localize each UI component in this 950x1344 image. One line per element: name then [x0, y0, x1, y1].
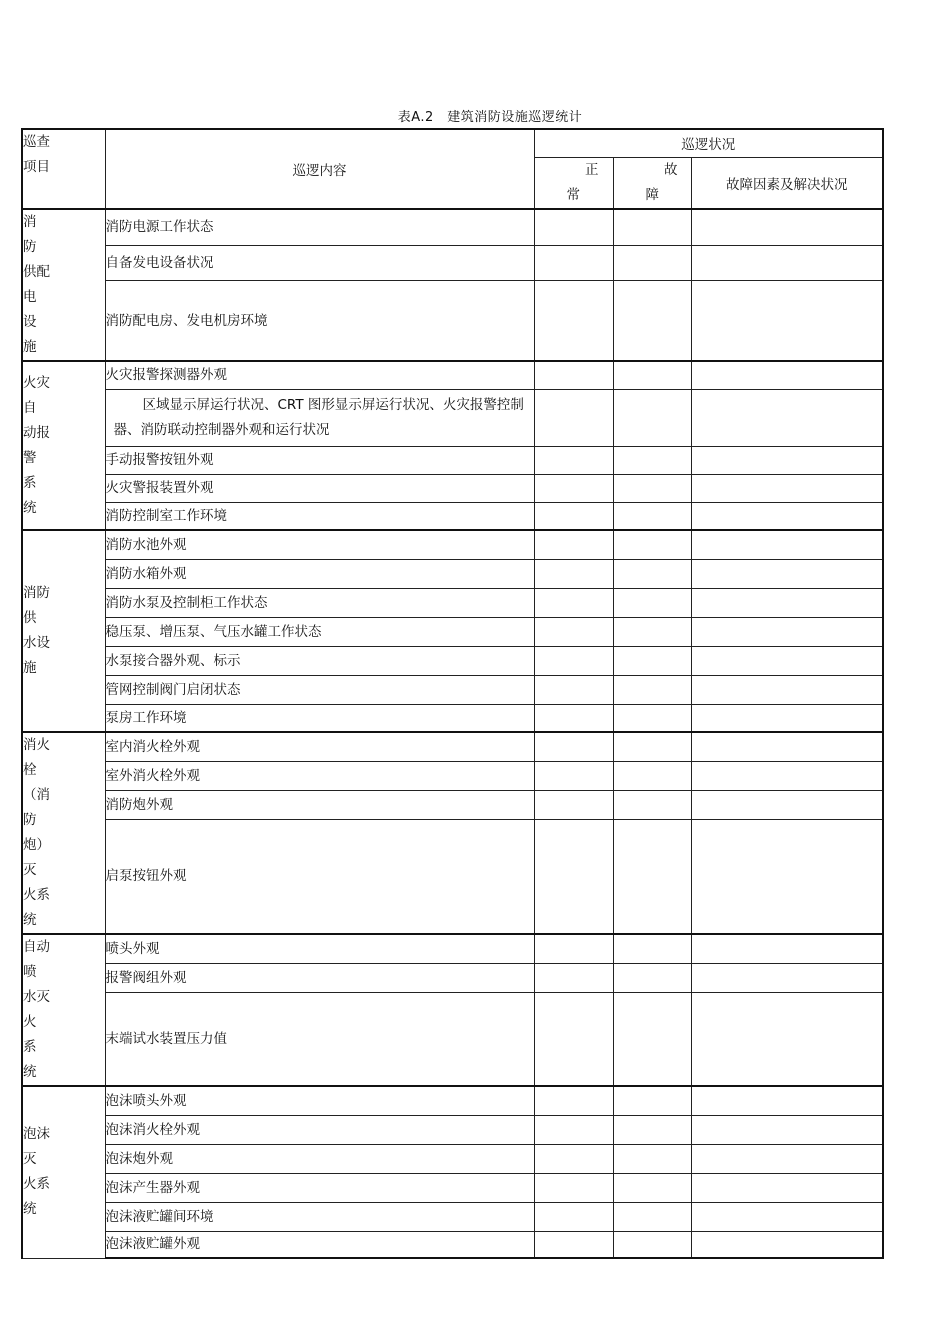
normal-check-cell[interactable] [534, 530, 613, 559]
system-name-cell: 消防 供 水设 施 [22, 530, 105, 732]
fault-check-cell[interactable] [613, 819, 691, 934]
normal-check-cell[interactable] [534, 646, 613, 675]
normal-check-cell[interactable] [534, 281, 613, 361]
table-row [22, 474, 883, 502]
system-name-cell: 火灾 自 动报 警 系 统 [22, 361, 105, 530]
table-row [22, 389, 883, 446]
normal-check-cell[interactable] [534, 790, 613, 819]
normal-check-cell[interactable] [534, 245, 613, 280]
fault-check-cell[interactable] [613, 446, 691, 474]
inspection-content-cell: 泡沫液贮罐外观 [105, 1231, 534, 1258]
normal-check-cell[interactable] [534, 1086, 613, 1115]
normal-check-cell[interactable] [534, 502, 613, 530]
table-row [22, 646, 883, 675]
inspection-content-cell: 泡沫炮外观 [105, 1144, 534, 1173]
fault-check-cell[interactable] [613, 704, 691, 732]
header-fault-cause: 故障因素及解决状况 [691, 157, 883, 209]
header-normal-line1: 正 [585, 161, 599, 178]
inspection-content-cell: 消防控制室工作环境 [105, 502, 534, 530]
header-normal-line2: 常 [566, 186, 580, 203]
fault-cause-cell[interactable] [691, 588, 883, 617]
inspection-content-cell: 室外消火栓外观 [105, 761, 534, 790]
fault-check-cell[interactable] [613, 1231, 691, 1258]
table-row [22, 209, 883, 245]
fault-cause-cell[interactable] [691, 245, 883, 280]
system-name-cell: 自动 喷 水灭 火 系 统 [22, 934, 105, 1086]
system-name-cell: 消火 栓 （消 防 炮） 灭 火系 统 [22, 732, 105, 934]
fault-cause-cell[interactable] [691, 389, 883, 446]
inspection-content-cell: 水泵接合器外观、标示 [105, 646, 534, 675]
table-row [22, 1202, 883, 1231]
inspection-content-cell: 泡沫液贮罐间环境 [105, 1202, 534, 1231]
table-row [22, 704, 883, 732]
table-row [22, 761, 883, 790]
table-row [22, 934, 883, 963]
normal-check-cell[interactable] [534, 474, 613, 502]
normal-check-cell[interactable] [534, 209, 613, 245]
normal-check-cell[interactable] [534, 704, 613, 732]
normal-check-cell[interactable] [534, 963, 613, 992]
fault-check-cell[interactable] [613, 646, 691, 675]
table-row [22, 446, 883, 474]
normal-check-cell[interactable] [534, 617, 613, 646]
fault-check-cell[interactable] [613, 209, 691, 245]
table-row [22, 245, 883, 280]
fault-cause-cell[interactable] [691, 617, 883, 646]
header-normal [534, 157, 613, 209]
table-row [22, 675, 883, 704]
table-row [22, 502, 883, 530]
normal-check-cell[interactable] [534, 761, 613, 790]
fault-cause-cell[interactable] [691, 963, 883, 992]
fault-cause-cell[interactable] [691, 646, 883, 675]
fault-check-cell[interactable] [613, 1173, 691, 1202]
inspection-content-cell: 消防水泵及控制柜工作状态 [105, 588, 534, 617]
fault-cause-cell[interactable] [691, 502, 883, 530]
inspection-content-cell: 消防水池外观 [105, 530, 534, 559]
inspection-content-cell: 消防水箱外观 [105, 559, 534, 588]
fault-check-cell[interactable] [613, 1086, 691, 1115]
table-row [22, 530, 883, 559]
inspection-content-cell: 泡沫产生器外观 [105, 1173, 534, 1202]
normal-check-cell[interactable] [534, 934, 613, 963]
inspection-content-cell: 消防电源工作状态 [105, 209, 534, 245]
fault-check-cell[interactable] [613, 617, 691, 646]
fault-cause-cell[interactable] [691, 1202, 883, 1231]
table-row [22, 963, 883, 992]
inspection-content-cell: 末端试水装置压力值 [105, 992, 534, 1086]
normal-check-cell[interactable] [534, 675, 613, 704]
inspection-content-cell: 区域显示屏运行状况、CRT 图形显示屏运行状况、火灾报警控制器、消防联动控制器外观和运行状况 [105, 389, 534, 446]
fault-cause-cell[interactable] [691, 732, 883, 761]
normal-check-cell[interactable] [534, 992, 613, 1086]
table-row [22, 1144, 883, 1173]
fault-check-cell[interactable] [613, 281, 691, 361]
inspection-content-cell: 启泵按钮外观 [105, 819, 534, 934]
inspection-table [21, 128, 884, 1259]
header-inspection-content: 巡逻内容 [105, 129, 534, 209]
inspection-content-cell: 自备发电设备状况 [105, 245, 534, 280]
fault-check-cell[interactable] [613, 963, 691, 992]
header-inspection-item: 巡查 项目 [22, 129, 105, 209]
header-fault-line1: 故 [664, 161, 678, 178]
fault-cause-cell[interactable] [691, 559, 883, 588]
inspection-content-cell: 泡沫消火栓外观 [105, 1115, 534, 1144]
header-fault [613, 157, 691, 209]
normal-check-cell[interactable] [534, 1231, 613, 1258]
fault-cause-cell[interactable] [691, 209, 883, 245]
normal-check-cell[interactable] [534, 389, 613, 446]
fault-check-cell[interactable] [613, 361, 691, 389]
fault-check-cell[interactable] [613, 1144, 691, 1173]
normal-check-cell[interactable] [534, 1144, 613, 1173]
table-row [22, 732, 883, 761]
header-inspection-status: 巡逻状况 [534, 129, 883, 157]
fault-check-cell[interactable] [613, 790, 691, 819]
table-row [22, 1115, 883, 1144]
normal-check-cell[interactable] [534, 1115, 613, 1144]
fault-cause-cell[interactable] [691, 1173, 883, 1202]
inspection-content-cell: 报警阀组外观 [105, 963, 534, 992]
fault-check-cell[interactable] [613, 588, 691, 617]
fault-check-cell[interactable] [613, 732, 691, 761]
inspection-content-cell: 稳压泵、增压泵、气压水罐工作状态 [105, 617, 534, 646]
fault-check-cell[interactable] [613, 761, 691, 790]
normal-check-cell[interactable] [534, 361, 613, 389]
inspection-content-cell: 火灾警报装置外观 [105, 474, 534, 502]
fault-cause-cell[interactable] [691, 281, 883, 361]
normal-check-cell[interactable] [534, 588, 613, 617]
fault-check-cell[interactable] [613, 502, 691, 530]
fault-cause-cell[interactable] [691, 790, 883, 819]
fault-cause-cell[interactable] [691, 1115, 883, 1144]
system-name-cell: 泡沫 灭 火系 统 [22, 1086, 105, 1258]
fault-check-cell[interactable] [613, 530, 691, 559]
fault-check-cell[interactable] [613, 934, 691, 963]
inspection-content-cell: 室内消火栓外观 [105, 732, 534, 761]
fault-cause-cell[interactable] [691, 474, 883, 502]
fault-cause-cell[interactable] [691, 361, 883, 389]
normal-check-cell[interactable] [534, 1173, 613, 1202]
table-row [22, 559, 883, 588]
inspection-content-cell: 泡沫喷头外观 [105, 1086, 534, 1115]
fault-cause-cell[interactable] [691, 819, 883, 934]
inspection-content-cell: 手动报警按钮外观 [105, 446, 534, 474]
table-row [22, 790, 883, 819]
fault-check-cell[interactable] [613, 389, 691, 446]
fault-check-cell[interactable] [613, 992, 691, 1086]
fault-cause-cell[interactable] [691, 992, 883, 1086]
fault-check-cell[interactable] [613, 474, 691, 502]
table-row [22, 1231, 883, 1258]
system-name-cell: 消 防 供配 电 设 施 [22, 209, 105, 361]
fault-check-cell[interactable] [613, 245, 691, 280]
page-title: 表A.2 建筑消防设施巡逻统计 [397, 110, 583, 125]
table-row [22, 1173, 883, 1202]
inspection-content-cell: 泵房工作环境 [105, 704, 534, 732]
fault-cause-cell[interactable] [691, 934, 883, 963]
fault-cause-cell[interactable] [691, 530, 883, 559]
fault-cause-cell[interactable] [691, 1144, 883, 1173]
normal-check-cell[interactable] [534, 1202, 613, 1231]
table-row [22, 281, 883, 361]
fault-cause-cell[interactable] [691, 761, 883, 790]
normal-check-cell[interactable] [534, 559, 613, 588]
fault-check-cell[interactable] [613, 559, 691, 588]
fault-cause-cell[interactable] [691, 446, 883, 474]
inspection-content-cell: 管网控制阀门启闭状态 [105, 675, 534, 704]
inspection-content-cell: 火灾报警探测器外观 [105, 361, 534, 389]
inspection-content-cell: 消防配电房、发电机房环境 [105, 281, 534, 361]
table-row [22, 992, 883, 1086]
inspection-content-cell: 消防炮外观 [105, 790, 534, 819]
header-fault-line2: 障 [645, 186, 659, 203]
fault-check-cell[interactable] [613, 1115, 691, 1144]
table-row [22, 819, 883, 934]
fault-cause-cell[interactable] [691, 1086, 883, 1115]
normal-check-cell[interactable] [534, 819, 613, 934]
fault-cause-cell[interactable] [691, 704, 883, 732]
table-row [22, 1086, 883, 1115]
fault-check-cell[interactable] [613, 675, 691, 704]
table-row [22, 617, 883, 646]
inspection-content-cell: 喷头外观 [105, 934, 534, 963]
normal-check-cell[interactable] [534, 732, 613, 761]
table-row [22, 361, 883, 389]
fault-cause-cell[interactable] [691, 675, 883, 704]
table-row [22, 588, 883, 617]
fault-check-cell[interactable] [613, 1202, 691, 1231]
normal-check-cell[interactable] [534, 446, 613, 474]
fault-cause-cell[interactable] [691, 1231, 883, 1258]
